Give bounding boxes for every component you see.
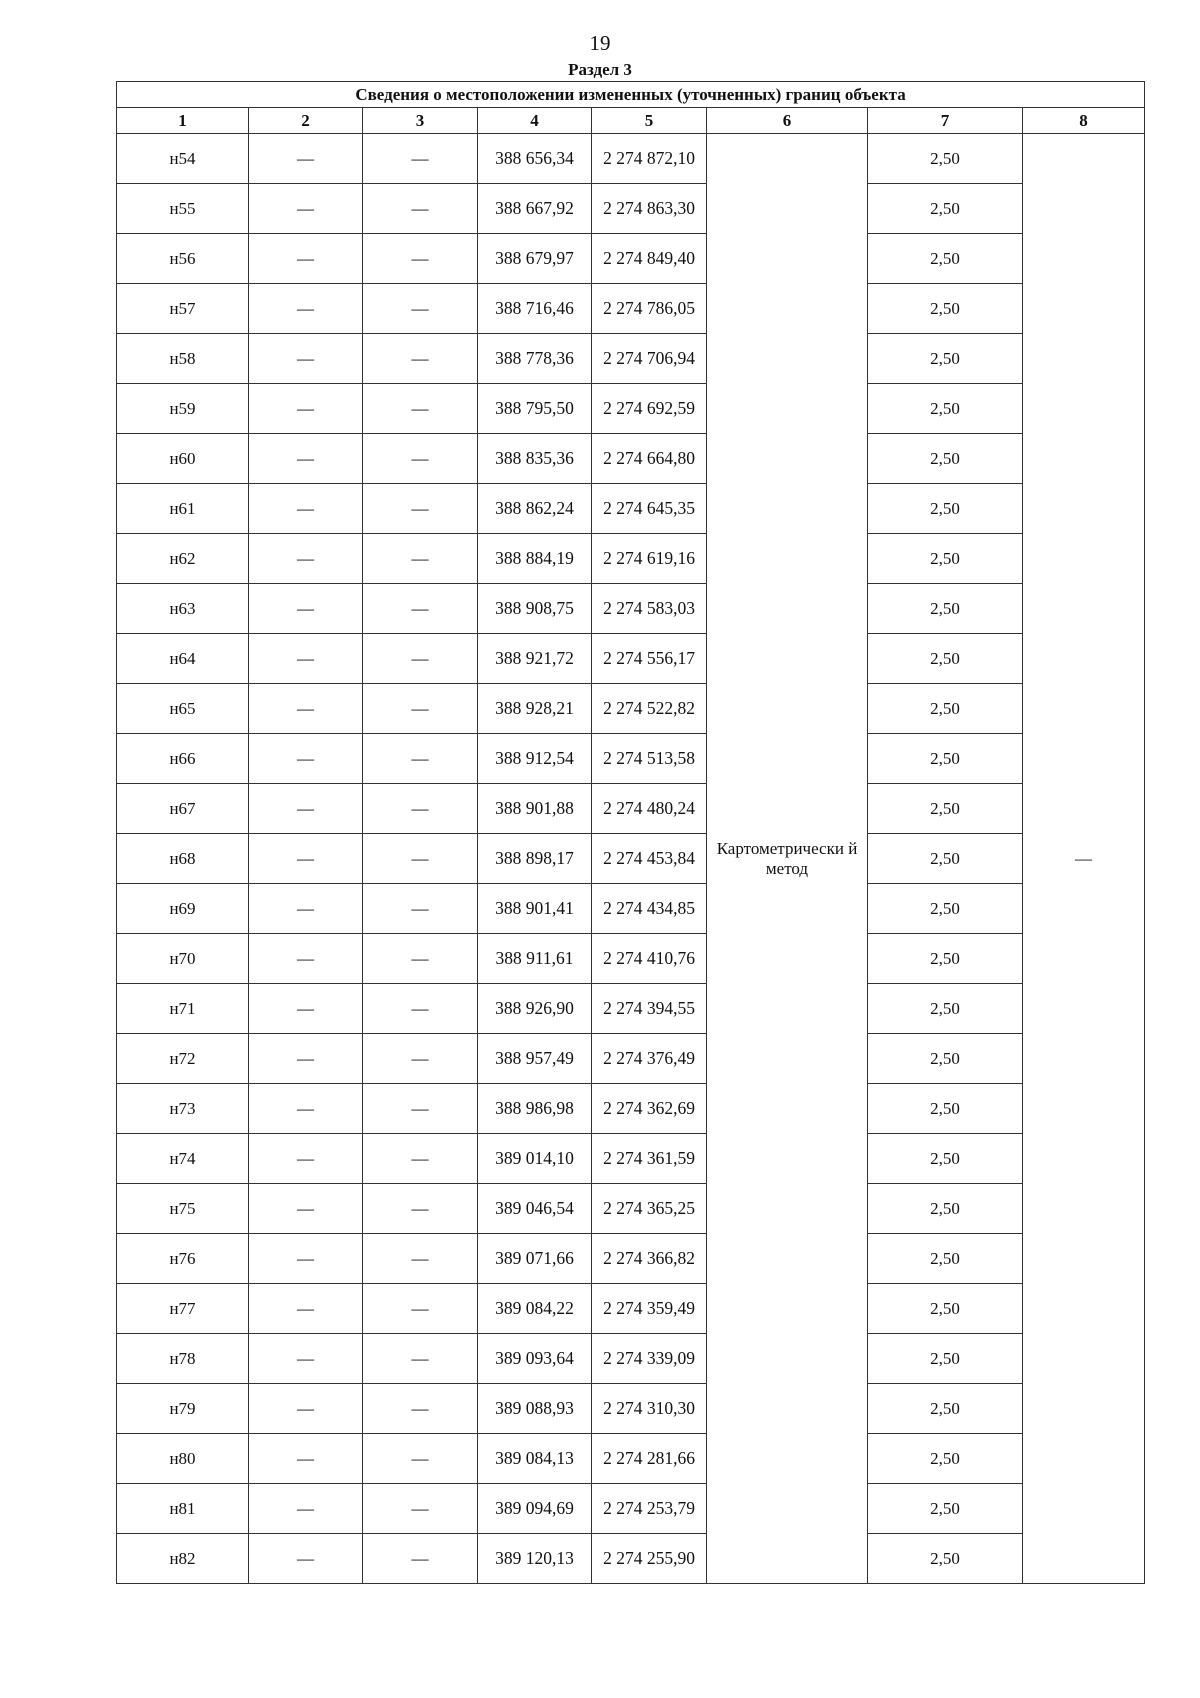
y-coordinate-cell: 2 274 872,10: [592, 134, 707, 184]
point-number-cell: н66: [117, 734, 249, 784]
point-number-cell: н81: [117, 1484, 249, 1534]
column-2-cell: —: [249, 134, 363, 184]
column-2-cell: —: [249, 1034, 363, 1084]
x-coordinate-cell: 389 084,22: [478, 1284, 592, 1334]
accuracy-cell: 2,50: [868, 1334, 1023, 1384]
x-coordinate-cell: 388 901,88: [478, 784, 592, 834]
x-coordinate-cell: 388 928,21: [478, 684, 592, 734]
y-coordinate-cell: 2 274 513,58: [592, 734, 707, 784]
y-coordinate-cell: 2 274 281,66: [592, 1434, 707, 1484]
column-2-cell: —: [249, 684, 363, 734]
y-coordinate-cell: 2 274 255,90: [592, 1534, 707, 1584]
y-coordinate-cell: 2 274 410,76: [592, 934, 707, 984]
point-number-cell: н82: [117, 1534, 249, 1584]
point-number-cell: н55: [117, 184, 249, 234]
x-coordinate-cell: 388 901,41: [478, 884, 592, 934]
point-number-cell: н69: [117, 884, 249, 934]
table-row: [117, 1234, 1145, 1284]
coordinates-table: [116, 81, 1145, 1584]
y-coordinate-cell: 2 274 619,16: [592, 534, 707, 584]
column-2-cell: —: [249, 1434, 363, 1484]
accuracy-cell: 2,50: [868, 434, 1023, 484]
x-coordinate-cell: 388 716,46: [478, 284, 592, 334]
column-3-cell: —: [363, 1484, 478, 1534]
point-number-cell: н76: [117, 1234, 249, 1284]
y-coordinate-cell: 2 274 434,85: [592, 884, 707, 934]
accuracy-cell: 2,50: [868, 1284, 1023, 1334]
table-row: [117, 1284, 1145, 1334]
y-coordinate-cell: 2 274 664,80: [592, 434, 707, 484]
accuracy-cell: 2,50: [868, 784, 1023, 834]
column-2-cell: —: [249, 534, 363, 584]
table-row: [117, 1334, 1145, 1384]
point-number-cell: н79: [117, 1384, 249, 1434]
column-3-cell: —: [363, 134, 478, 184]
column-number: 4: [478, 108, 592, 134]
point-number-cell: н57: [117, 284, 249, 334]
column-2-cell: —: [249, 634, 363, 684]
column-2-cell: —: [249, 1484, 363, 1534]
column-number: 5: [592, 108, 707, 134]
column-number: 2: [249, 108, 363, 134]
point-number-cell: н60: [117, 434, 249, 484]
x-coordinate-cell: 388 908,75: [478, 584, 592, 634]
accuracy-cell: 2,50: [868, 134, 1023, 184]
accuracy-cell: 2,50: [868, 684, 1023, 734]
column-3-cell: —: [363, 334, 478, 384]
table-row: [117, 584, 1145, 634]
column-3-cell: —: [363, 1134, 478, 1184]
column-3-cell: —: [363, 884, 478, 934]
y-coordinate-cell: 2 274 583,03: [592, 584, 707, 634]
table-row: [117, 984, 1145, 1034]
point-number-cell: н78: [117, 1334, 249, 1384]
table-row: [117, 234, 1145, 284]
x-coordinate-cell: 389 120,13: [478, 1534, 592, 1584]
accuracy-cell: 2,50: [868, 1434, 1023, 1484]
y-coordinate-cell: 2 274 645,35: [592, 484, 707, 534]
x-coordinate-cell: 389 046,54: [478, 1184, 592, 1234]
accuracy-cell: 2,50: [868, 234, 1023, 284]
column-3-cell: —: [363, 1534, 478, 1584]
column-2-cell: —: [249, 584, 363, 634]
table-body: [117, 134, 1145, 1584]
column-2-cell: —: [249, 284, 363, 334]
x-coordinate-cell: 388 926,90: [478, 984, 592, 1034]
table-row: [117, 134, 1145, 184]
table-row: [117, 534, 1145, 584]
table-row: [117, 634, 1145, 684]
y-coordinate-cell: 2 274 366,82: [592, 1234, 707, 1284]
column-number: 3: [363, 108, 478, 134]
accuracy-cell: 2,50: [868, 184, 1023, 234]
column-2-cell: —: [249, 884, 363, 934]
y-coordinate-cell: 2 274 310,30: [592, 1384, 707, 1434]
x-coordinate-cell: 389 094,69: [478, 1484, 592, 1534]
column-2-cell: —: [249, 1384, 363, 1434]
column-3-cell: —: [363, 1184, 478, 1234]
x-coordinate-cell: 389 088,93: [478, 1384, 592, 1434]
x-coordinate-cell: 388 835,36: [478, 434, 592, 484]
point-number-cell: н77: [117, 1284, 249, 1334]
point-number-cell: н70: [117, 934, 249, 984]
section-title: Раздел 3: [568, 60, 632, 79]
accuracy-cell: 2,50: [868, 1134, 1023, 1184]
accuracy-cell: 2,50: [868, 834, 1023, 884]
table-row: [117, 434, 1145, 484]
column-3-cell: —: [363, 834, 478, 884]
x-coordinate-cell: 388 898,17: [478, 834, 592, 884]
y-coordinate-cell: 2 274 849,40: [592, 234, 707, 284]
point-number-cell: н61: [117, 484, 249, 534]
column-2-cell: —: [249, 984, 363, 1034]
column-2-cell: —: [249, 434, 363, 484]
column-2-cell: —: [249, 1334, 363, 1384]
x-coordinate-cell: 388 862,24: [478, 484, 592, 534]
y-coordinate-cell: 2 274 556,17: [592, 634, 707, 684]
column-2-cell: —: [249, 1234, 363, 1284]
x-coordinate-cell: 388 884,19: [478, 534, 592, 584]
y-coordinate-cell: 2 274 394,55: [592, 984, 707, 1034]
column-3-cell: —: [363, 1384, 478, 1434]
table-row: [117, 384, 1145, 434]
point-number-cell: н75: [117, 1184, 249, 1234]
y-coordinate-cell: 2 274 253,79: [592, 1484, 707, 1534]
column-2-cell: —: [249, 1284, 363, 1334]
point-number-cell: н72: [117, 1034, 249, 1084]
accuracy-cell: 2,50: [868, 1234, 1023, 1284]
x-coordinate-cell: 388 778,36: [478, 334, 592, 384]
point-number-cell: н59: [117, 384, 249, 434]
table-row: [117, 684, 1145, 734]
x-coordinate-cell: 388 911,61: [478, 934, 592, 984]
column-2-cell: —: [249, 834, 363, 884]
y-coordinate-cell: 2 274 453,84: [592, 834, 707, 884]
y-coordinate-cell: 2 274 359,49: [592, 1284, 707, 1334]
method-cell: Картометрически й метод: [707, 134, 868, 1584]
column-number-row: [117, 108, 1145, 134]
column-2-cell: —: [249, 1134, 363, 1184]
table-row: [117, 884, 1145, 934]
column-number: 7: [868, 108, 1023, 134]
column-2-cell: —: [249, 484, 363, 534]
x-coordinate-cell: 389 084,13: [478, 1434, 592, 1484]
x-coordinate-cell: 388 679,97: [478, 234, 592, 284]
x-coordinate-cell: 389 014,10: [478, 1134, 592, 1184]
table-row: [117, 734, 1145, 784]
column-2-cell: —: [249, 784, 363, 834]
column-2-cell: —: [249, 334, 363, 384]
table-row: [117, 934, 1145, 984]
column-3-cell: —: [363, 1084, 478, 1134]
column-3-cell: —: [363, 1284, 478, 1334]
accuracy-cell: 2,50: [868, 934, 1023, 984]
table-row: [117, 784, 1145, 834]
point-number-cell: н64: [117, 634, 249, 684]
y-coordinate-cell: 2 274 361,59: [592, 1134, 707, 1184]
accuracy-cell: 2,50: [868, 284, 1023, 334]
point-number-cell: н67: [117, 784, 249, 834]
column-3-cell: —: [363, 534, 478, 584]
column-3-cell: —: [363, 1234, 478, 1284]
point-number-cell: н63: [117, 584, 249, 634]
column-3-cell: —: [363, 184, 478, 234]
table-row: [117, 1034, 1145, 1084]
column-3-cell: —: [363, 1334, 478, 1384]
point-number-cell: н54: [117, 134, 249, 184]
point-number-cell: н58: [117, 334, 249, 384]
x-coordinate-cell: 388 921,72: [478, 634, 592, 684]
accuracy-cell: 2,50: [868, 1034, 1023, 1084]
accuracy-cell: 2,50: [868, 534, 1023, 584]
column-3-cell: —: [363, 1034, 478, 1084]
table-row: [117, 1184, 1145, 1234]
x-coordinate-cell: 388 912,54: [478, 734, 592, 784]
accuracy-cell: 2,50: [868, 484, 1023, 534]
table-row: [117, 284, 1145, 334]
accuracy-cell: 2,50: [868, 334, 1023, 384]
y-coordinate-cell: 2 274 706,94: [592, 334, 707, 384]
x-coordinate-cell: 389 093,64: [478, 1334, 592, 1384]
table-row: [117, 1134, 1145, 1184]
column-3-cell: —: [363, 484, 478, 534]
column-number: 1: [117, 108, 249, 134]
point-number-cell: н65: [117, 684, 249, 734]
accuracy-cell: 2,50: [868, 1084, 1023, 1134]
table-row: [117, 1534, 1145, 1584]
accuracy-cell: 2,50: [868, 1184, 1023, 1234]
point-number-cell: н68: [117, 834, 249, 884]
column-2-cell: —: [249, 384, 363, 434]
y-coordinate-cell: 2 274 339,09: [592, 1334, 707, 1384]
y-coordinate-cell: 2 274 376,49: [592, 1034, 707, 1084]
accuracy-cell: 2,50: [868, 634, 1023, 684]
accuracy-cell: 2,50: [868, 1484, 1023, 1534]
point-number-cell: н56: [117, 234, 249, 284]
accuracy-cell: 2,50: [868, 884, 1023, 934]
column-3-cell: —: [363, 234, 478, 284]
table-row: [117, 334, 1145, 384]
table-row: [117, 1434, 1145, 1484]
y-coordinate-cell: 2 274 692,59: [592, 384, 707, 434]
column-2-cell: —: [249, 1084, 363, 1134]
column-3-cell: —: [363, 284, 478, 334]
y-coordinate-cell: 2 274 522,82: [592, 684, 707, 734]
accuracy-cell: 2,50: [868, 734, 1023, 784]
y-coordinate-cell: 2 274 863,30: [592, 184, 707, 234]
table-row: [117, 1484, 1145, 1534]
y-coordinate-cell: 2 274 365,25: [592, 1184, 707, 1234]
x-coordinate-cell: 388 795,50: [478, 384, 592, 434]
accuracy-cell: 2,50: [868, 384, 1023, 434]
column-2-cell: —: [249, 1184, 363, 1234]
table-row: [117, 484, 1145, 534]
column-3-cell: —: [363, 734, 478, 784]
column-2-cell: —: [249, 1534, 363, 1584]
column-3-cell: —: [363, 584, 478, 634]
point-number-cell: н74: [117, 1134, 249, 1184]
column-3-cell: —: [363, 684, 478, 734]
accuracy-cell: 2,50: [868, 984, 1023, 1034]
y-coordinate-cell: 2 274 362,69: [592, 1084, 707, 1134]
column-2-cell: —: [249, 934, 363, 984]
x-coordinate-cell: 388 957,49: [478, 1034, 592, 1084]
y-coordinate-cell: 2 274 480,24: [592, 784, 707, 834]
table-row: [117, 834, 1145, 884]
page-number: 19: [589, 31, 611, 55]
column-3-cell: —: [363, 434, 478, 484]
column-number: 8: [1023, 108, 1145, 134]
table-caption: Сведения о местоположении измененных (уточненных) границ объекта: [117, 82, 1145, 108]
point-number-cell: н71: [117, 984, 249, 1034]
accuracy-cell: 2,50: [868, 1384, 1023, 1434]
column-3-cell: —: [363, 384, 478, 434]
point-number-cell: н73: [117, 1084, 249, 1134]
column-3-cell: —: [363, 984, 478, 1034]
x-coordinate-cell: 388 986,98: [478, 1084, 592, 1134]
column-2-cell: —: [249, 234, 363, 284]
column-2-cell: —: [249, 734, 363, 784]
column-number: 6: [707, 108, 868, 134]
accuracy-cell: 2,50: [868, 584, 1023, 634]
column-3-cell: —: [363, 634, 478, 684]
table-row: [117, 1084, 1145, 1134]
x-coordinate-cell: 388 656,34: [478, 134, 592, 184]
point-number-cell: н62: [117, 534, 249, 584]
accuracy-cell: 2,50: [868, 1534, 1023, 1584]
column-3-cell: —: [363, 934, 478, 984]
column-8-cell: —: [1023, 134, 1145, 1584]
x-coordinate-cell: 389 071,66: [478, 1234, 592, 1284]
column-3-cell: —: [363, 784, 478, 834]
point-number-cell: н80: [117, 1434, 249, 1484]
column-3-cell: —: [363, 1434, 478, 1484]
table-row: [117, 1384, 1145, 1434]
column-2-cell: —: [249, 184, 363, 234]
table-row: [117, 184, 1145, 234]
y-coordinate-cell: 2 274 786,05: [592, 284, 707, 334]
x-coordinate-cell: 388 667,92: [478, 184, 592, 234]
